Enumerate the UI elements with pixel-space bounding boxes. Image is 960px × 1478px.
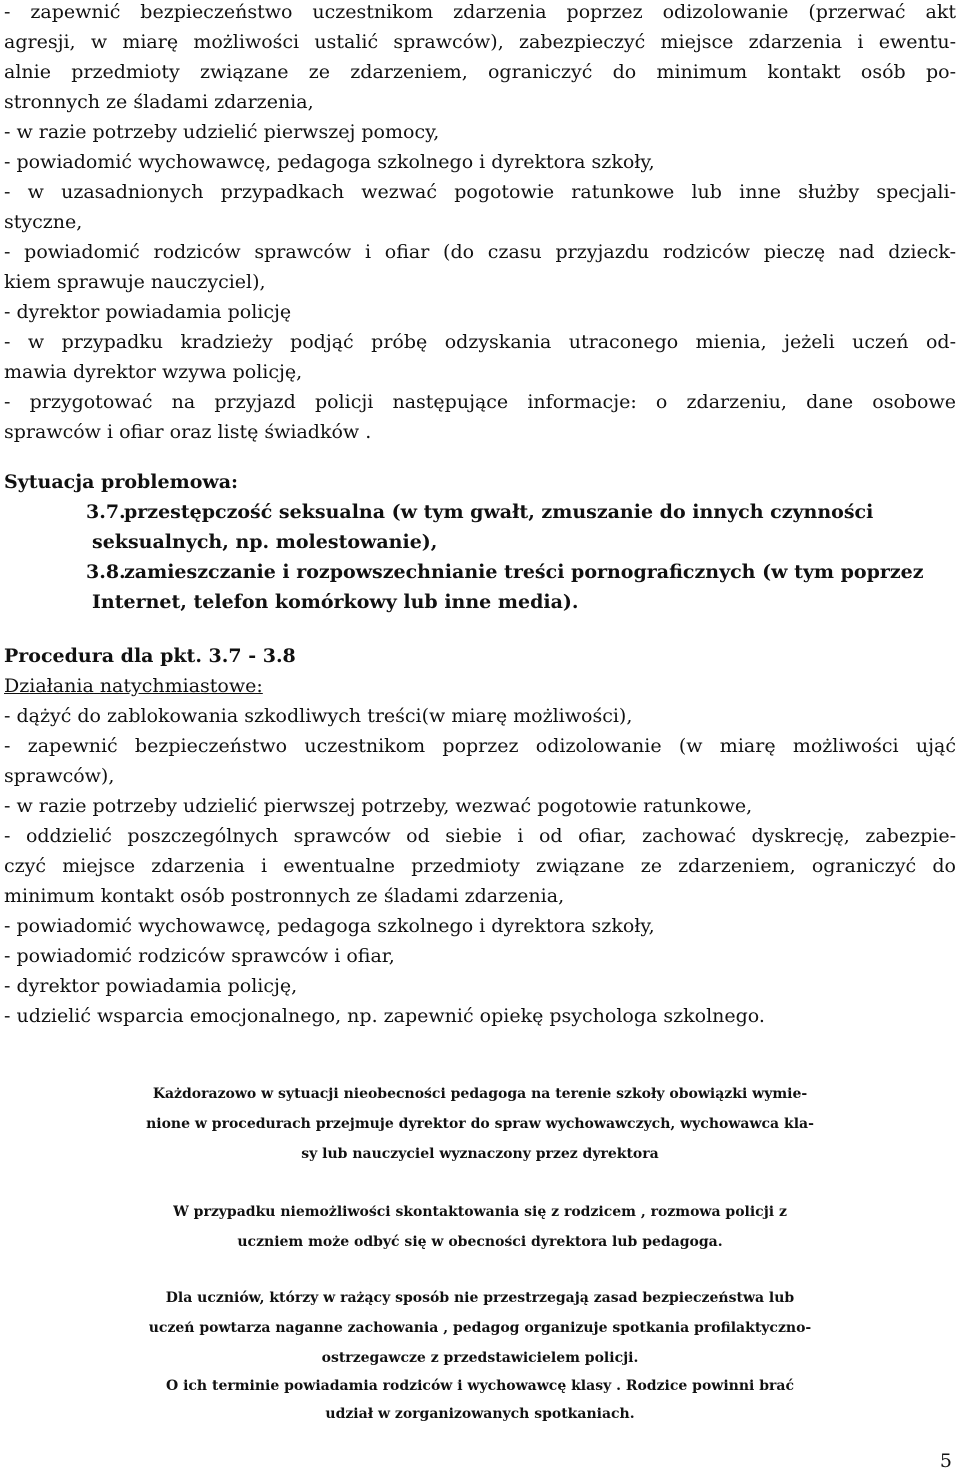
note-line: nione w procedurach przejmuje dyrektor do spraw wychowawczych, wychowawca kla- bbox=[146, 1116, 814, 1132]
text-line: - powiadomić rodziców sprawców i ofiar (do czasu przyjazdu rodziców pieczę nad dzieck- bbox=[4, 241, 956, 263]
text-line: - oddzielić poszczególnych sprawców od siebie i od ofiar, zachować dyskrecję, zabezpie- bbox=[4, 825, 956, 847]
note-line: uczniem może odbyć się w obecności dyrektora lub pedagoga. bbox=[237, 1234, 723, 1250]
text-line: - zapewnić bezpieczeństwo uczestnikom poprzez odizolowanie (w miarę możliwości ująć bbox=[4, 735, 956, 757]
text-line: kiem sprawuje nauczyciel), bbox=[4, 271, 266, 293]
text-line: czyć miejsce zdarzenia i ewentualne przedmioty związane ze zdarzeniem, ograniczyć do bbox=[4, 855, 956, 877]
note-line: O ich terminie powiadamia rodziców i wychowawcę klasy . Rodzice powinni brać bbox=[166, 1378, 794, 1394]
text-line: - udzielić wsparcia emocjonalnego, np. zapewnić opiekę psychologa szkolnego. bbox=[4, 1005, 765, 1027]
list-item-text: Internet, telefon komórkowy lub inne media). bbox=[92, 591, 579, 613]
section-heading: Sytuacja problemowa: bbox=[4, 471, 239, 493]
procedure-heading: Procedura dla pkt. 3.7 - 3.8 bbox=[4, 645, 296, 667]
text-line: agresji, w miarę możliwości ustalić sprawców), zabezpieczyć miejsce zdarzenia i ewentu- bbox=[4, 31, 956, 53]
text-line: minimum kontakt osób postronnych ze śladami zdarzenia, bbox=[4, 885, 565, 907]
text-line: - powiadomić wychowawcę, pedagoga szkolnego i dyrektora szkoły, bbox=[4, 151, 655, 173]
list-number: 3.8. bbox=[86, 561, 126, 583]
list-item-text: zamieszczanie i rozpowszechnianie treści pornograficznych (w tym poprzez bbox=[124, 561, 924, 583]
note-line: sy lub nauczyciel wyznaczony przez dyrektora bbox=[301, 1146, 659, 1162]
text-line: - przygotować na przyjazd policji następujące informacje: o zdarzeniu, dane osobowe bbox=[4, 391, 956, 413]
text-line: - dyrektor powiadamia policję, bbox=[4, 975, 298, 997]
list-item-text: przestępczość seksualna (w tym gwałt, zmuszanie do innych czynności bbox=[124, 501, 874, 523]
text-line: mawia dyrektor wzywa policję, bbox=[4, 361, 303, 383]
text-line: - w razie potrzeby udzielić pierwszej potrzeby, wezwać pogotowie ratunkowe, bbox=[4, 795, 753, 817]
page-number: 5 bbox=[939, 1450, 952, 1472]
text-line: - w przypadku kradzieży podjąć próbę odzyskania utraconego mienia, jeżeli uczeń od- bbox=[4, 331, 956, 353]
note-line: udział w zorganizowanych spotkaniach. bbox=[325, 1406, 635, 1422]
text-line: alnie przedmioty związane ze zdarzeniem, ograniczyć do minimum kontakt osób po- bbox=[4, 61, 956, 83]
text-line: styczne, bbox=[4, 211, 83, 233]
text-line: - dążyć do zablokowania szkodliwych treści(w miarę możliwości), bbox=[4, 705, 633, 727]
text-line: sprawców), bbox=[4, 765, 115, 787]
note-line: ostrzegawcze z przedstawicielem policji. bbox=[321, 1350, 639, 1366]
text-line: - w razie potrzeby udzielić pierwszej pomocy, bbox=[4, 121, 440, 143]
note-line: W przypadku niemożliwości skontaktowania się z rodzicem , rozmowa policji z bbox=[173, 1204, 787, 1220]
note-line: Dla uczniów, którzy w rażący sposób nie przestrzegają zasad bezpieczeństwa lub bbox=[165, 1290, 795, 1306]
note-line: Każdorazowo w sytuacji nieobecności pedagoga na terenie szkoły obowiązki wymie- bbox=[152, 1086, 808, 1102]
text-line: - w uzasadnionych przypadkach wezwać pogotowie ratunkowe lub inne służby specjali- bbox=[4, 181, 956, 203]
note-line: uczeń powtarza naganne zachowania , pedagog organizuje spotkania profilaktyczno- bbox=[148, 1320, 812, 1336]
list-item-text: seksualnych, np. molestowanie), bbox=[92, 531, 438, 553]
list-number: 3.7. bbox=[86, 501, 126, 523]
text-line: - powiadomić rodziców sprawców i ofiar, bbox=[4, 945, 395, 967]
procedure-subheading: Działania natychmiastowe: bbox=[4, 675, 263, 697]
text-line: - powiadomić wychowawcę, pedagoga szkolnego i dyrektora szkoły, bbox=[4, 915, 655, 937]
text-line: - zapewnić bezpieczeństwo uczestnikom zdarzenia poprzez odizolowanie (przerwać akt bbox=[4, 1, 956, 23]
text-line: - dyrektor powiadamia policję bbox=[4, 301, 292, 323]
text-line: sprawców i ofiar oraz listę świadków . bbox=[4, 421, 372, 443]
text-line: stronnych ze śladami zdarzenia, bbox=[4, 91, 314, 113]
